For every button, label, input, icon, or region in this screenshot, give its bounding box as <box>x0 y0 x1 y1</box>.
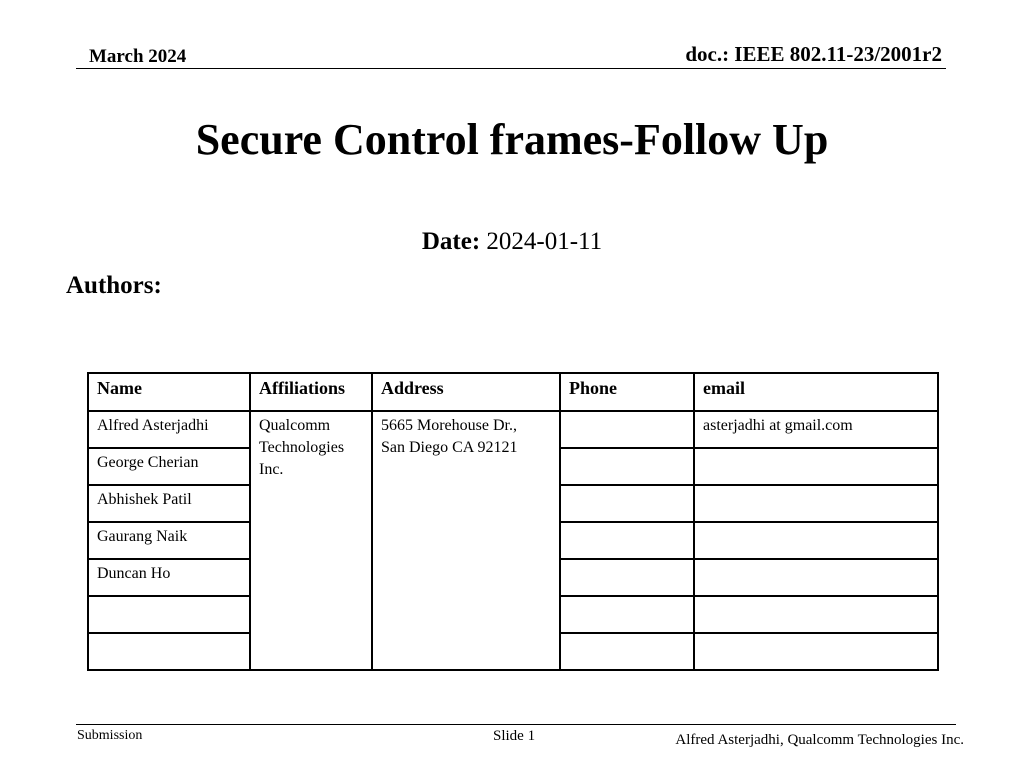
affiliation-cell <box>250 411 372 670</box>
author-phone <box>560 485 694 522</box>
footer-rule <box>76 724 956 725</box>
author-phone <box>560 559 694 596</box>
affiliation-line: Technologies <box>259 439 345 456</box>
author-email <box>694 596 938 633</box>
affiliation-line: Inc. <box>259 461 284 478</box>
slide-title: Secure Control frames-Follow Up <box>195 115 829 164</box>
author-name <box>88 633 250 670</box>
authors-heading: Authors: <box>66 272 162 299</box>
address-cell <box>372 411 560 670</box>
date-line <box>0 228 1024 256</box>
author-email: asterjadhi at gmail.com <box>694 411 938 448</box>
date-label: Date: <box>421 228 481 255</box>
authors-table <box>87 372 939 671</box>
author-name: Gaurang Naik <box>88 522 250 559</box>
column-header-address: Address <box>372 373 560 411</box>
header-rule <box>76 68 946 69</box>
author-name: Duncan Ho <box>88 559 250 596</box>
table-row <box>88 411 938 448</box>
author-phone <box>560 596 694 633</box>
affiliation-line: Qualcomm <box>259 417 331 434</box>
author-name: George Cherian <box>88 448 250 485</box>
address-line: San Diego CA 92121 <box>381 439 518 456</box>
footer-slide-number: Slide 1 <box>493 728 536 744</box>
column-header-name: Name <box>88 373 250 411</box>
author-name: Alfred Asterjadhi <box>88 411 250 448</box>
author-email <box>694 448 938 485</box>
date-value: 2024-01-11 <box>486 228 603 255</box>
author-name: Abhishek Patil <box>88 485 250 522</box>
column-header-email: email <box>694 373 938 411</box>
address-line: 5665 Morehouse Dr., <box>381 417 517 434</box>
author-email <box>694 633 938 670</box>
author-email <box>694 485 938 522</box>
header-date: March 2024 <box>89 46 187 67</box>
author-name <box>88 596 250 633</box>
column-header-phone: Phone <box>560 373 694 411</box>
author-phone <box>560 448 694 485</box>
author-email <box>694 559 938 596</box>
author-email <box>694 522 938 559</box>
footer-submission: Submission <box>77 728 143 743</box>
footer-author: Alfred Asterjadhi, Qualcomm Technologies Inc. <box>675 732 964 748</box>
author-phone <box>560 522 694 559</box>
author-phone <box>560 411 694 448</box>
author-phone <box>560 633 694 670</box>
header-doc-id: doc.: IEEE 802.11-23/2001r2 <box>685 42 942 66</box>
column-header-affiliations: Affiliations <box>250 373 372 411</box>
table-header-row <box>88 373 938 411</box>
